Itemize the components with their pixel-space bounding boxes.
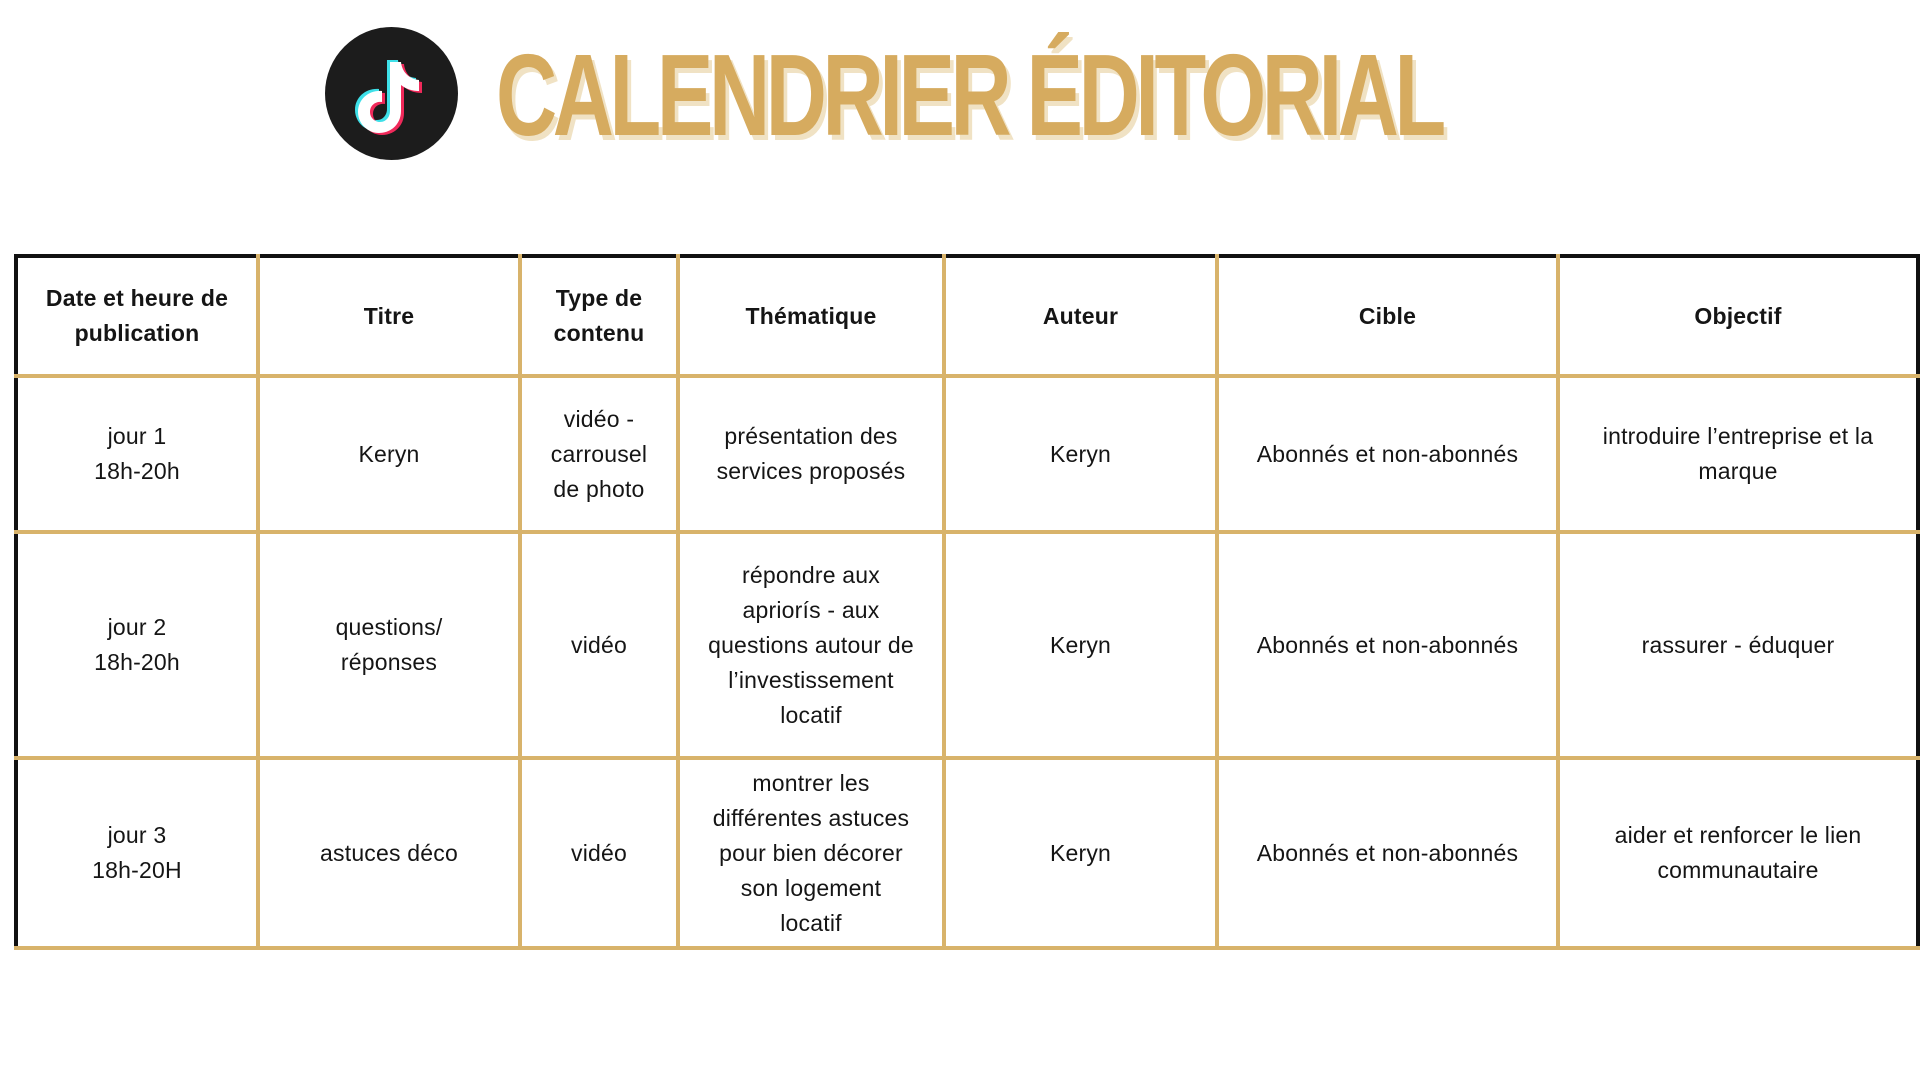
cell-cible: Abonnés et non-abonnés [1217,758,1558,948]
table-row [16,376,1918,532]
cell-objectif: introduire l’entreprise et la marque [1558,376,1918,532]
column-header-cible: Cible [1217,256,1558,376]
page-title: CALENDRIER ÉDITORIAL [496,30,1442,160]
tiktok-logo [325,27,458,160]
cell-date: jour 3 18h-20H [16,758,258,948]
table-row [16,758,1918,948]
cell-auteur: Keryn [944,532,1217,758]
cell-titre: Keryn [258,376,520,532]
column-header-titre: Titre [258,256,520,376]
cell-type: vidéo [520,532,678,758]
cell-type: vidéo - carrousel de photo [520,376,678,532]
column-header-thematique: Thématique [678,256,944,376]
editorial-calendar-table [14,254,1916,950]
cell-thematique: montrer les différentes astuces pour bien décorer son logement locatif [678,758,944,948]
cell-cible: Abonnés et non-abonnés [1217,532,1558,758]
cell-titre: astuces déco [258,758,520,948]
column-header-date: Date et heure de publication [16,256,258,376]
tiktok-icon [325,27,458,160]
column-header-type: Type de contenu [520,256,678,376]
table-header-row [16,256,1918,376]
cell-objectif: aider et renforcer le lien communautaire [1558,758,1918,948]
cell-thematique: répondre aux apriorís - aux questions autour de l’investissement locatif [678,532,944,758]
cell-date: jour 1 18h-20h [16,376,258,532]
cell-auteur: Keryn [944,758,1217,948]
column-header-auteur: Auteur [944,256,1217,376]
cell-date: jour 2 18h-20h [16,532,258,758]
cell-type: vidéo [520,758,678,948]
cell-objectif: rassurer - éduquer [1558,532,1918,758]
cell-cible: Abonnés et non-abonnés [1217,376,1558,532]
page-header [0,0,1920,200]
column-header-objectif: Objectif [1558,256,1918,376]
table-row [16,532,1918,758]
cell-auteur: Keryn [944,376,1217,532]
cell-titre: questions/ réponses [258,532,520,758]
cell-thematique: présentation des services proposés [678,376,944,532]
